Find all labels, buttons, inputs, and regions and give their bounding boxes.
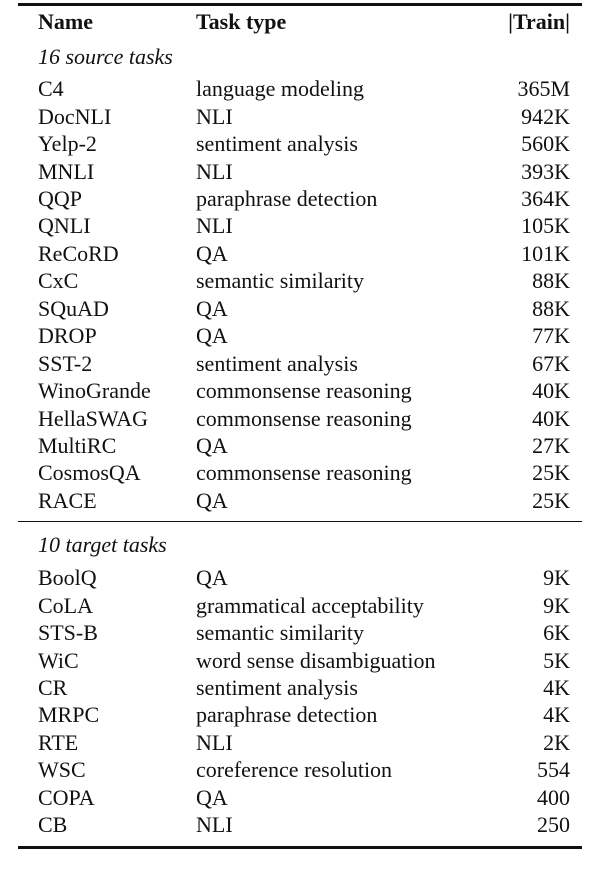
table-row <box>0 459 600 486</box>
task-type: commonsense reasoning <box>196 405 412 431</box>
train-size: 250 <box>537 812 570 838</box>
table-row <box>0 674 600 701</box>
task-type: sentiment analysis <box>196 131 358 157</box>
task-type: QA <box>196 565 228 591</box>
task-type: sentiment analysis <box>196 675 358 701</box>
task-type: NLI <box>196 158 233 184</box>
task-name: MNLI <box>38 158 95 184</box>
task-type: NLI <box>196 729 233 755</box>
train-size: 9K <box>543 592 570 618</box>
task-type: semantic similarity <box>196 620 365 646</box>
task-type: NLI <box>196 103 233 129</box>
task-name: Yelp-2 <box>38 131 97 157</box>
task-name: QQP <box>38 186 83 212</box>
task-type: commonsense reasoning <box>196 460 412 486</box>
task-name: RACE <box>38 487 97 513</box>
train-size: 88K <box>532 268 570 294</box>
train-size: 6K <box>543 620 570 646</box>
task-type: QA <box>196 432 228 458</box>
task-type: QA <box>196 487 228 513</box>
train-size: 40K <box>532 378 570 404</box>
task-type: QA <box>196 784 228 810</box>
task-name: COPA <box>38 784 95 810</box>
table-header <box>0 8 600 35</box>
target-rows <box>0 564 600 838</box>
task-type: QA <box>196 240 228 266</box>
task-name: DROP <box>38 323 97 349</box>
train-size: 25K <box>532 487 570 513</box>
task-name: WinoGrande <box>38 378 151 404</box>
table-row <box>0 564 600 591</box>
header-task-type: Task type <box>196 9 287 35</box>
table-row <box>0 130 600 157</box>
top-rule <box>18 3 582 6</box>
header-name: Name <box>38 9 93 35</box>
train-size: 77K <box>532 323 570 349</box>
table-row <box>0 240 600 267</box>
task-name: RTE <box>38 729 79 755</box>
task-name: CoLA <box>38 592 93 618</box>
train-size: 4K <box>543 702 570 728</box>
task-type: grammatical acceptability <box>196 592 424 618</box>
table-row <box>0 377 600 404</box>
table-row <box>0 103 600 130</box>
train-size: 88K <box>532 295 570 321</box>
task-name: WSC <box>38 757 86 783</box>
task-name: QNLI <box>38 213 91 239</box>
table-row <box>0 185 600 212</box>
task-type: paraphrase detection <box>196 702 378 728</box>
task-name: CosmosQA <box>38 460 141 486</box>
task-name: SQuAD <box>38 295 109 321</box>
train-size: 554 <box>537 757 570 783</box>
task-type: coreference resolution <box>196 757 393 783</box>
table-row <box>0 432 600 459</box>
task-name: WiC <box>38 647 79 673</box>
task-name: MRPC <box>38 702 100 728</box>
train-size: 25K <box>532 460 570 486</box>
table-row <box>0 701 600 728</box>
task-name: CR <box>38 675 68 701</box>
task-type: QA <box>196 295 228 321</box>
table-row <box>0 267 600 294</box>
task-name: BoolQ <box>38 565 97 591</box>
table-row <box>0 487 600 514</box>
task-name: CxC <box>38 268 79 294</box>
train-size: 365M <box>517 76 570 102</box>
target-group-label: 10 target tasks <box>38 532 167 558</box>
table-row <box>0 592 600 619</box>
task-type: word sense disambiguation <box>196 647 436 673</box>
table-row <box>0 158 600 185</box>
table-row <box>0 756 600 783</box>
train-size: 364K <box>521 186 570 212</box>
train-size: 101K <box>521 240 570 266</box>
train-size: 9K <box>543 565 570 591</box>
table-row <box>0 647 600 674</box>
table-row <box>0 784 600 811</box>
bottom-rule <box>18 846 582 849</box>
task-type: QA <box>196 323 228 349</box>
train-size: 2K <box>543 729 570 755</box>
task-name: CB <box>38 812 68 838</box>
task-name: C4 <box>38 76 64 102</box>
source-group-label: 16 source tasks <box>38 44 173 70</box>
train-size: 942K <box>521 103 570 129</box>
train-size: 105K <box>521 213 570 239</box>
table-row <box>0 75 600 102</box>
table-row <box>0 322 600 349</box>
task-name: ReCoRD <box>38 240 119 266</box>
task-type: sentiment analysis <box>196 350 358 376</box>
table-row <box>0 811 600 838</box>
source-rows <box>0 75 600 514</box>
task-type: language modeling <box>196 76 365 102</box>
train-size: 560K <box>521 131 570 157</box>
mid-rule <box>18 521 582 523</box>
table-row <box>0 212 600 239</box>
task-name: DocNLI <box>38 103 112 129</box>
task-type: commonsense reasoning <box>196 378 412 404</box>
task-name: STS-B <box>38 620 98 646</box>
table-row <box>0 405 600 432</box>
table-row <box>0 619 600 646</box>
task-name: HellaSWAG <box>38 405 148 431</box>
task-type: paraphrase detection <box>196 186 378 212</box>
train-size: 400 <box>537 784 570 810</box>
train-size: 5K <box>543 647 570 673</box>
train-size: 4K <box>543 675 570 701</box>
train-size: 40K <box>532 405 570 431</box>
header-train: |Train| <box>508 9 570 35</box>
task-name: SST-2 <box>38 350 93 376</box>
task-type: NLI <box>196 812 233 838</box>
train-size: 67K <box>532 350 570 376</box>
task-type: semantic similarity <box>196 268 365 294</box>
train-size: 27K <box>532 432 570 458</box>
task-name: MultiRC <box>38 432 117 458</box>
train-size: 393K <box>521 158 570 184</box>
table-row <box>0 729 600 756</box>
task-type: NLI <box>196 213 233 239</box>
table-row <box>0 295 600 322</box>
table-row <box>0 350 600 377</box>
